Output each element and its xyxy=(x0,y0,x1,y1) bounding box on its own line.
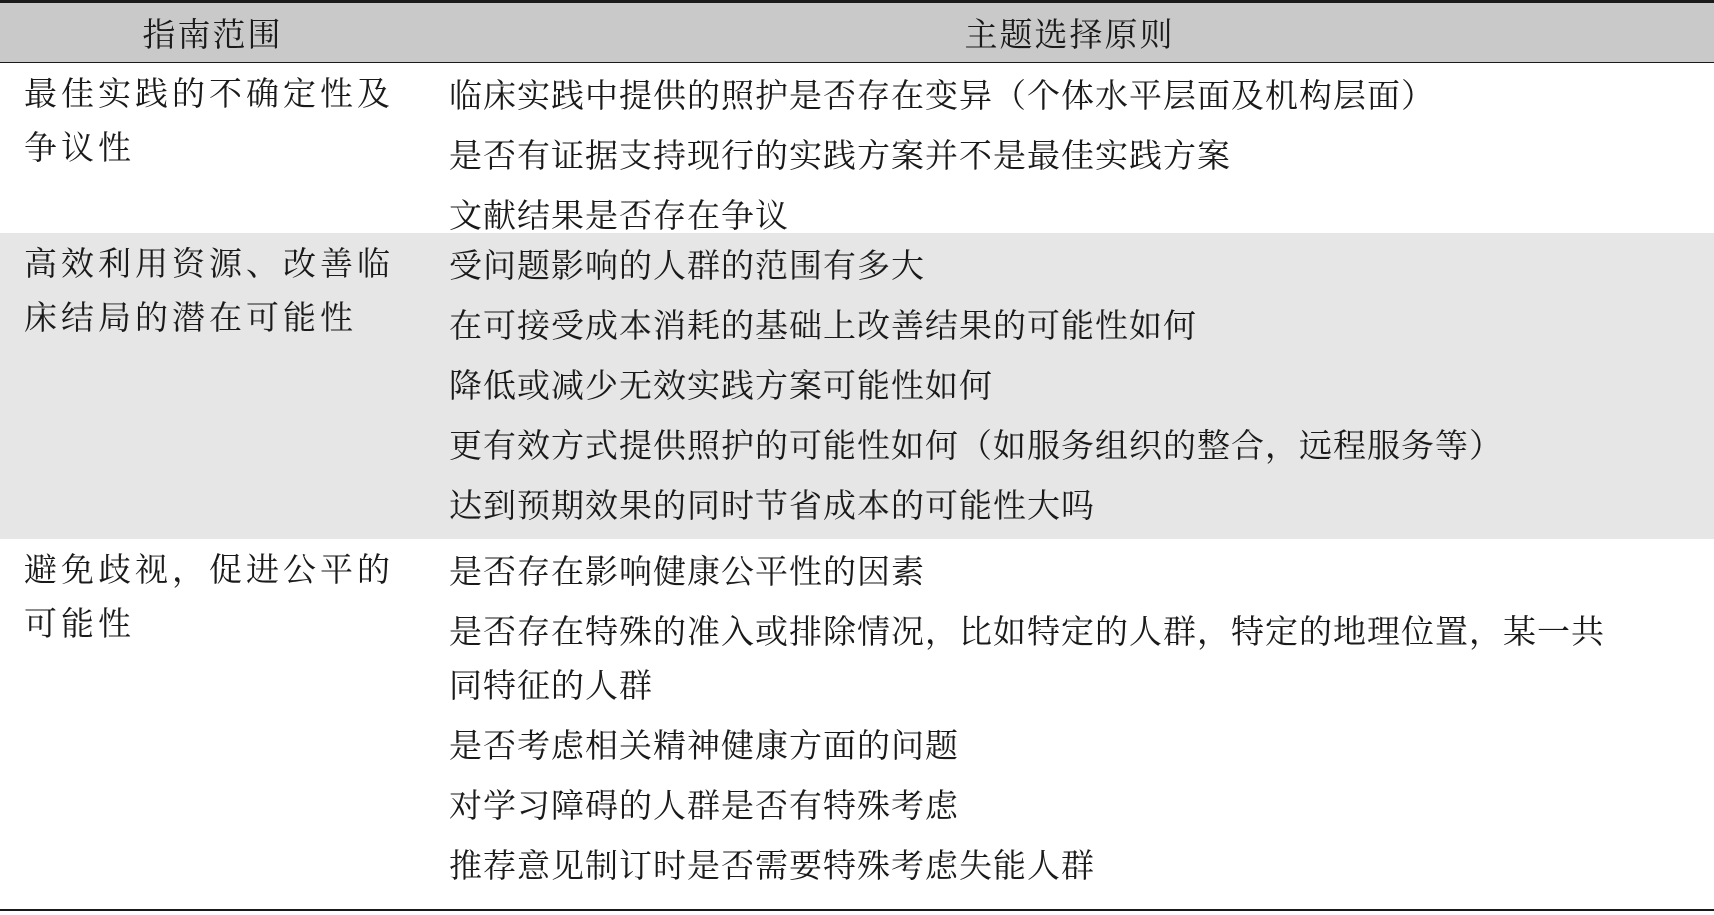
scope-cell: 高效利用资源、改善临 床结局的潜在可能性 xyxy=(24,244,394,337)
principles-cell xyxy=(425,233,1714,539)
header-scope: 指南范围 xyxy=(142,15,283,54)
scope-cell: 避免歧视，促进公平的 可能性 xyxy=(24,550,394,643)
table-row-group xyxy=(0,233,1714,539)
principle-item: 文献结果是否存在争议 xyxy=(449,196,789,235)
table-row-group xyxy=(0,63,1714,233)
principle-item: 是否存在特殊的准入或排除情况，比如特定的人群，特定的地理位置，某一共 同特征的人群 xyxy=(449,612,1605,705)
header-principles: 主题选择原则 xyxy=(964,15,1175,54)
principle-item: 是否考虑相关精神健康方面的问题 xyxy=(449,726,959,765)
principle-item: 临床实践中提供的照护是否存在变异（个体水平层面及机构层面） xyxy=(449,76,1435,115)
principle-item: 是否存在影响健康公平性的因素 xyxy=(449,552,925,591)
table-header xyxy=(0,3,1714,63)
principle-item: 达到预期效果的同时节省成本的可能性大吗 xyxy=(449,486,1095,525)
principle-item: 受问题影响的人群的范围有多大 xyxy=(449,246,925,285)
principle-item: 对学习障碍的人群是否有特殊考虑 xyxy=(449,786,959,825)
table-row-group xyxy=(0,539,1714,909)
principles-cell xyxy=(425,63,1714,233)
principle-item: 在可接受成本消耗的基础上改善结果的可能性如何 xyxy=(449,306,1197,345)
scope-cell: 最佳实践的不确定性及 争议性 xyxy=(24,74,394,167)
principle-item: 更有效方式提供照护的可能性如何（如服务组织的整合，远程服务等） xyxy=(449,426,1503,465)
principle-item: 降低或减少无效实践方案可能性如何 xyxy=(449,366,993,405)
principles-cell xyxy=(425,539,1714,909)
principle-item: 推荐意见制订时是否需要特殊考虑失能人群 xyxy=(449,846,1095,885)
principle-item: 是否有证据支持现行的实践方案并不是最佳实践方案 xyxy=(449,136,1231,175)
